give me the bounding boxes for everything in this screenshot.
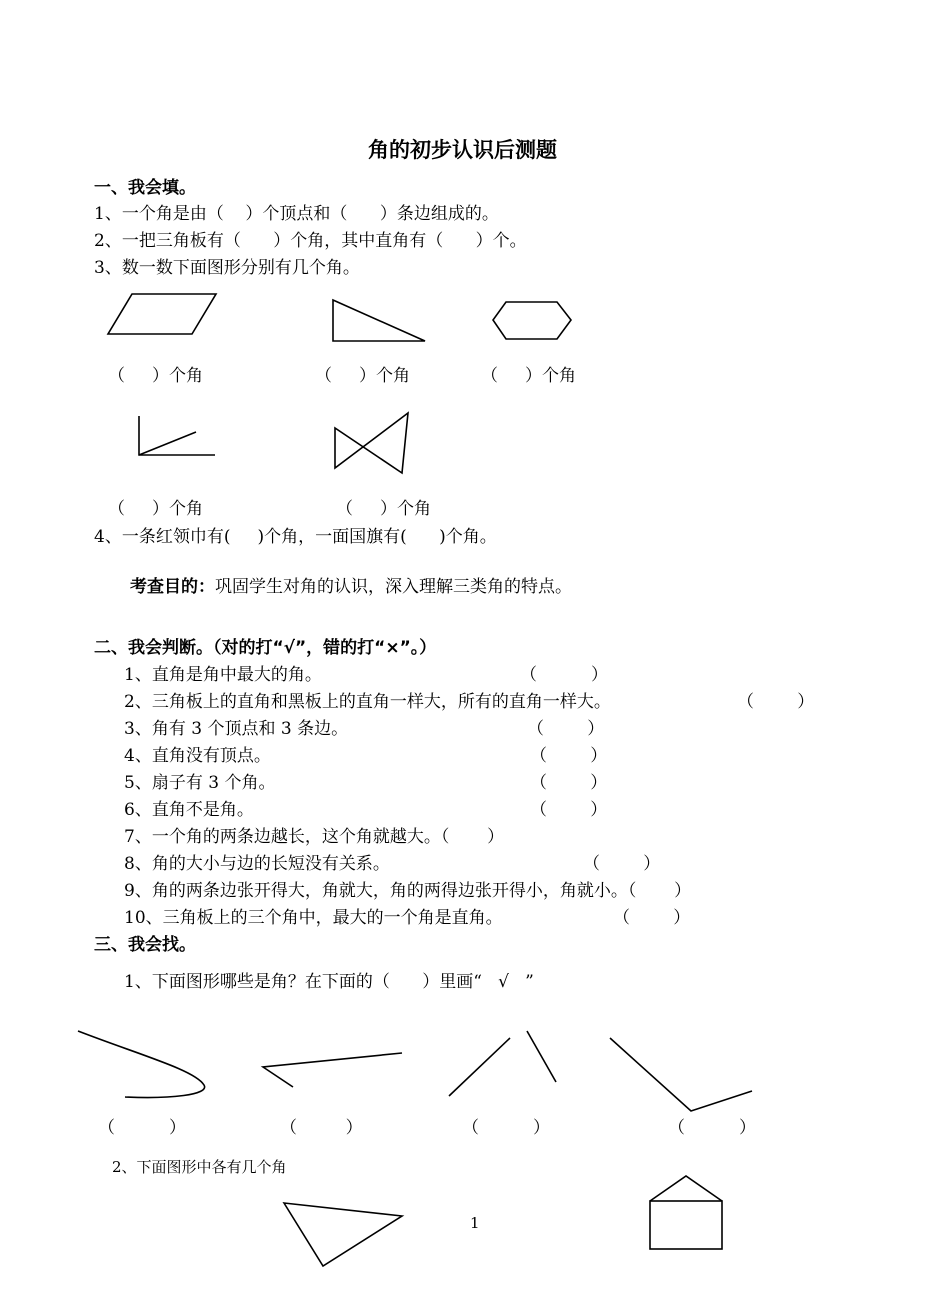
page-title: 角的初步认识后测题 (368, 138, 557, 162)
answer-blank-bowtie[interactable]: （ ）个角 (336, 499, 432, 519)
answer-blank-triangle[interactable]: （ ）个角 (315, 366, 411, 386)
answer-blank-parallelogram[interactable]: （ ）个角 (108, 366, 204, 386)
find-blank-2[interactable]: （ ） (280, 1118, 363, 1138)
judge-item-3: 3、角有 3 个顶点和 3 条边。 (124, 719, 349, 739)
judge-bracket-4[interactable]: （ ） (530, 746, 608, 766)
section3-question-2: 2、下面图形中各有几个角 (112, 1158, 287, 1176)
find-blank-1[interactable]: （ ） (98, 1118, 187, 1138)
judge-bracket-2[interactable]: （ ） (737, 692, 815, 712)
judge-bracket-8[interactable]: （ ） (583, 854, 661, 874)
triangle-outline (284, 1203, 402, 1266)
section1-question-3: 3、数一数下面图形分别有几个角。 (94, 258, 360, 278)
find-blank-3[interactable]: （ ） (462, 1118, 551, 1138)
judge-bracket-3[interactable]: （ ） (527, 719, 605, 739)
purpose-label: 考查目的： (130, 577, 215, 597)
section2-heading: 二、我会判断。（对的打“√”，错的打“×”。） (94, 638, 437, 658)
judge-item-7: 7、一个角的两条边越长，这个角就越大。（ ） (124, 827, 505, 847)
judge-bracket-6[interactable]: （ ） (530, 800, 608, 820)
section1-question-2: 2、一把三角板有（ ）个角，其中直角有（ ）个。 (94, 231, 527, 251)
judge-bracket-1[interactable]: （ ） (520, 665, 609, 685)
section1-question-1: 1、一个角是由（ ）个顶点和（ ）条边组成的。 (94, 204, 499, 224)
answer-blank-hexagon[interactable]: （ ）个角 (481, 366, 577, 386)
disjoint-line-left (449, 1038, 510, 1096)
section1-question-4: 4、一条红领巾有( )个角，一面国旗有( )个角。 (94, 527, 497, 547)
judge-item-5: 5、扇子有 3 个角。 (124, 773, 276, 793)
judge-bracket-10[interactable]: （ ） (613, 908, 691, 928)
purpose-text: 巩固学生对角的认识，深入理解三类角的特点。 (215, 577, 572, 597)
find-blank-4[interactable]: （ ） (668, 1118, 757, 1138)
answer-blank-angle[interactable]: （ ）个角 (108, 499, 204, 519)
section3-question-1: 1、下面图形哪些是角？在下面的（ ）里画“ √ ” (124, 972, 534, 992)
page-number: 1 (470, 1214, 480, 1232)
judge-bracket-5[interactable]: （ ） (530, 773, 608, 793)
section3-heading: 三、我会找。 (94, 935, 196, 955)
judge-item-10: 10、三角板上的三个角中，最大的一个角是直角。 (124, 908, 503, 928)
judge-item-9: 9、角的两条边张开得大，角就大，角的两得边张开得小，角就小。（ ） (124, 881, 692, 901)
angle-figure-outline (610, 1038, 752, 1111)
house-body-outline (650, 1201, 722, 1249)
judge-item-6: 6、直角不是角。 (124, 800, 254, 820)
judge-item-4: 4、直角没有顶点。 (124, 746, 271, 766)
section1-heading: 一、我会填。 (94, 178, 196, 198)
open-angle-outline (263, 1053, 402, 1087)
judge-item-8: 8、角的大小与边的长短没有关系。 (124, 854, 390, 874)
disjoint-line-right (527, 1031, 556, 1082)
house-roof-outline (650, 1176, 722, 1201)
curved-figure-outline (78, 1031, 205, 1098)
judge-item-1: 1、直角是角中最大的角。 (124, 665, 322, 685)
judge-item-2-text: 2、三角板上的直角和黑板上的直角一样大，所有的直角一样大。 (124, 692, 611, 712)
